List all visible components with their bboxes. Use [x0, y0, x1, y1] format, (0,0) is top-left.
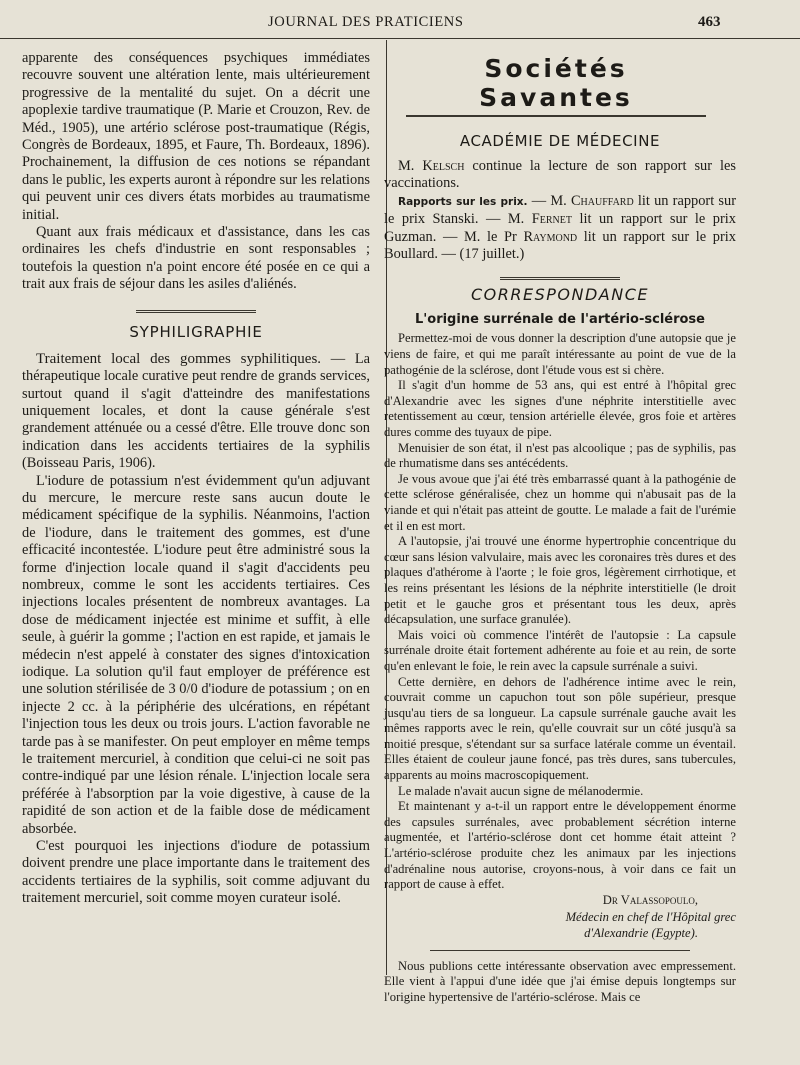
section-title-correspondance: CORRESPONDANCE [471, 285, 649, 305]
signature-role-1: Médecin en chef de l'Hôpital grec [565, 910, 736, 925]
section-rule [136, 310, 256, 315]
editor-note-rule [430, 950, 690, 951]
left-paragraph-3-text: — La thérapeutique locale curative peut rendre de grands services, surtout quand il s'agit d'atteindre des manifestations uniquement locales, et dont la cause générale s'est grandement atténuée ou a cessé d'être. Elle trouve donc son indication dans les accidents tertiaires de la syphilis (Boisseau Paris, 1906). [22, 350, 370, 472]
letter-paragraph: Il s'agit d'un homme de 53 ans, qui est entré à l'hôpital grec d'Alexandrie avec les signes d'une néphrite interstitielle avec retentissement au cœur, tension artérielle élevée, gros foie et artères dures comme des tuyaux de pipe. [384, 378, 736, 439]
letter-paragraph: Mais voici où commence l'intérêt de l'autopsie : La capsule surrénale droite était fortement adhérente au foie et au rein, de sorte qu'en enlevant le foie, le rein avec la capsule surrénale a suivi. [384, 627, 736, 673]
syphiligraphie-body [22, 351, 370, 908]
letter-paragraph: Cette dernière, en dehors de l'adhérence intime avec le rein, couvrait comme un capuchon tout son pôle supérieur, presque jusqu'au tiers de sa longueur. La capsule surrénale gauche avait les mêmes rapports avec le rein, qu'elle couvrait sur un côté jusqu'à sa moitié presque, s'étendant sur sa surface latérale comme un éventail. Elles étaient de couleur jaune foncé, pas très dures, sans tubercules, apparents au moins macroscopiquement. [384, 674, 736, 783]
speaker-name: Fernet [531, 211, 572, 228]
academie-item-2-text: — M. [527, 192, 571, 209]
academie-item-2-text: lit un rapport sur le prix Guzman. — M. le Pr [384, 211, 736, 245]
speaker-name: Raymond [523, 228, 578, 245]
letter-paragraph: Je vous avoue que j'ai été très embarrassé quant à la pathogénie de cette sclérose généralisée, chez un homme qui n'abusait pas de la viande et qui n'était pas atteint de goutte. Le malade a fait de l'urémie et il en est mort. [384, 471, 736, 533]
article-title: L'origine surrénale de l'artério-sclérose [415, 312, 705, 328]
speaker-name: M. Kelsch [398, 158, 465, 174]
left-paragraph-5: C'est pourquoi les injections d'iodure de potassium doivent prendre une place importante dans le traitement des accidents tertiaires de la syphilis, soit comme adjuvant du traitement mercuriel, soit comme moyen curateur isolé. [22, 838, 370, 907]
speaker-name: Chauffard [570, 192, 634, 209]
signature-role-2: d'Alexandrie (Egypte). [584, 926, 698, 940]
section-title-syphiligraphie: SYPHILIGRAPHIE [129, 322, 263, 341]
letter-paragraph: Et maintenant y a-t-il un rapport entre le développement énorme des capsules surrénales, avec probablement sécrétion interne augmentée, et l'artério-sclérose dont cet homme était atteint ? L'artério-sclérose produite chez les animaux par les injections d'adrénaline nous autorise, croyons-nous, à voir dans ce fait un rapport de cause à effet. [384, 799, 736, 892]
left-column [22, 50, 370, 908]
societes-savantes-banner: Sociétés Savantes [479, 54, 633, 112]
journal-title: JOURNAL DES PRATICIENS [268, 14, 464, 30]
left-paragraph-2: Quant aux frais médicaux et d'assistance, dans les cas ordinaires les chefs d'industrie en sont responsables ; toutefois la question n'a point encore été posée en ce qui a trait aux frais de séjour dans les asiles d'aliénés. [22, 224, 370, 293]
academie-item-2 [384, 193, 736, 264]
page-header [0, 0, 800, 40]
letter-paragraph: A l'autopsie, j'ai trouvé une énorme hypertrophie concentrique du cœur sans lésion valvulaire, mais avec les coronaires très dures et des plaques d'athérome à l'aorte ; le foie gros, légèrement cirrhotique, et les reins présentant les lésions de la néphrite interstitielle (le droit petit et le gauche gros et présentant tous les deux, après décapsulation, une surface granulée). [384, 534, 736, 627]
editor-note: Nous publions cette intéressante observation avec empressement. Elle vient à l'appui d'une idée que j'ai émise depuis longtemps sur l'origine hypertensive de l'artério-sclérose. Mais ce [384, 958, 736, 1004]
section-rule [500, 277, 620, 282]
letter-paragraph: Le malade n'avait aucun signe de mélanodermie. [398, 783, 644, 798]
academie-item-1 [384, 158, 736, 193]
banner-rule [406, 115, 706, 117]
left-paragraph-1: apparente des conséquences psychiques immédiates recouvre souvent une altération lente, mais ultérieurement progressive de la mentalité du sujet. On a décrit une apoplexie tardive traumatique (P. Marie et Crouzon, Rev. de Méd., 1905), une artério sclérose post-traumatique (Régis, Congrès de Bordeaux, 1895, et Faure, Th. Bordeaux, 1896). Prochainement, la diffusion de ces notions se répandant dans le public, les experts auront à répondre sur les relations qui peuvent unir ces divers états morbides au traumatisme initial. [22, 50, 370, 223]
left-paragraph-4: L'iodure de potassium n'est évidemment qu'un adjuvant du mercure, le mercure reste sans aucun doute le médicament spécifique de la syphilis. Néanmoins, l'action de l'iodure, dans le traitement des gommes, est d'une efficacité incontestée. L'iodure peut être administré sous la forme d'injection locale quand il s'agit d'accidents peu nombreux, comme le sont les accidents tertiaires. Ces injections locales présentent de nombreux avantages. La dose de médicament injectée est minime et suffit, à elle seule, à guérir la gomme ; l'action en est rapide, et jamais le médecin n'est appelé à constater des signes d'intoxication iodique. La solution qu'il faut employer de préférence est une solution stérilisée de 3 0/0 d'iodure de potassium ; on en injecte 2 cc. à la périphérie des ulcérations, en répétant l'injection tous les deux ou trois jours. L'action favorable ne tarde pas à se manifester. On peut employer en même temps le traitement mercuriel, à condition que celui-ci ne soit pas contre-indiqué par une lésion rénale. L'injection locale sera préférée à l'absorption par la voie digestive, à cause de la rapidité de son action et de la faible dose de médicament absorbée. [22, 472, 370, 837]
academie-item-2-text: lit un rapport sur le prix Boullard. — (17 juillet.) [384, 228, 736, 263]
right-column [384, 50, 736, 1005]
left-paragraph-3 [22, 351, 370, 473]
article-heading: Traitement local des gommes syphilitiques. [36, 350, 322, 367]
header-rule [0, 38, 800, 39]
signature-name [384, 893, 736, 909]
letter-paragraph: Permettez-moi de vous donner la description d'une autopsie que je viens de faire, et qui me paraît intéressante au point de vue de la pathogénie de la sclérose, dont l'étude vous est si chère. [384, 331, 736, 377]
rapports-label: Rapports sur les prix. [398, 195, 528, 208]
page-number: 463 [698, 14, 721, 30]
academie-item-2-text: lit un rapport sur le prix Stanski. — M. [384, 192, 737, 228]
signature-name-text: Dr Valassopoulo, [602, 892, 698, 907]
letter-paragraph: Menuisier de son état, il n'est pas alcoolique ; pas de syphilis, pas de rhumatisme dans ses antécédents. [384, 440, 736, 471]
academie-heading: ACADÉMIE DE MÉDECINE [459, 132, 661, 150]
academie-item-1-text: continue la lecture de son rapport sur les vaccinations. [384, 158, 736, 192]
